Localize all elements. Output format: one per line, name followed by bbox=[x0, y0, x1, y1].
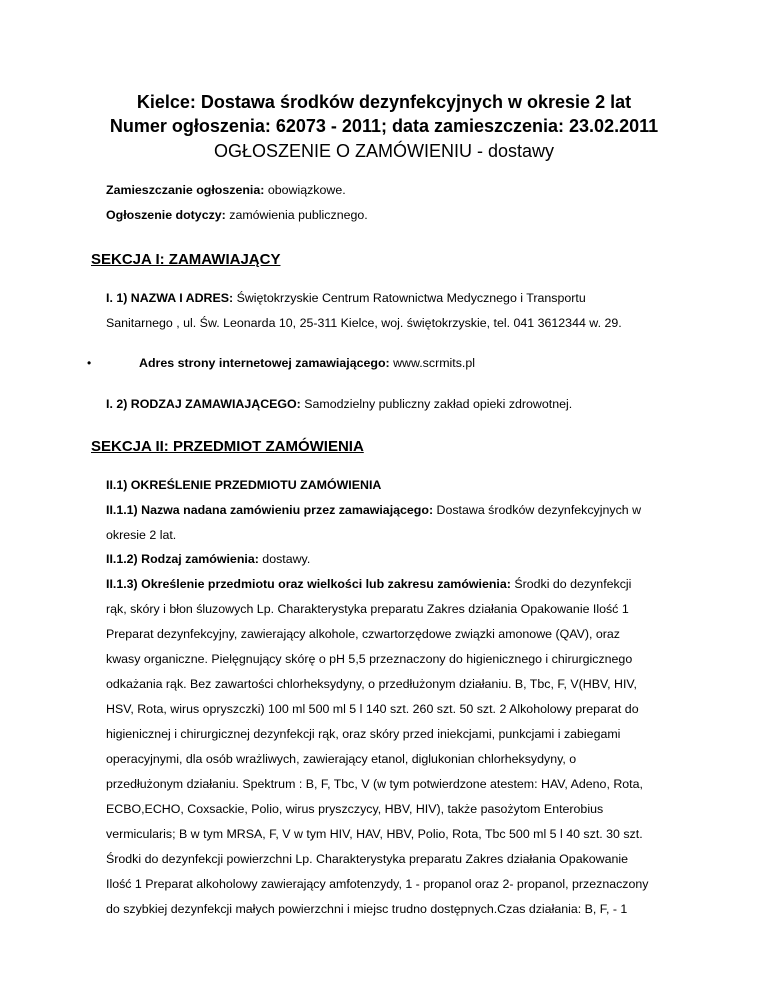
concerns-value: zamówienia publicznego. bbox=[225, 208, 368, 222]
buyer-type-value: Samodzielny publiczny zakład opieki zdrowotnej. bbox=[300, 397, 573, 411]
website-value: www.scrmits.pl bbox=[389, 356, 476, 370]
website-label: Adres strony internetowej zamawiającego: bbox=[139, 356, 390, 370]
placement-value: obowiązkowe. bbox=[264, 183, 346, 197]
scope-line: Preparat dezynfekcyjny, zawierający alkohole, czwartorzędowe związki amonowe (QAV), oraz bbox=[106, 627, 620, 641]
bullet-icon: • bbox=[87, 356, 92, 370]
order-name-line bbox=[106, 502, 641, 518]
name-address-value: Świętokrzyskie Centrum Ratownictwa Medycznego i Transportu bbox=[233, 291, 586, 305]
scope-line: higienicznej i chirurgicznej dezynfekcji rąk, oraz skóry przed iniekcjami, punkcjami i zabiegami bbox=[106, 727, 621, 741]
order-scope-line bbox=[106, 576, 631, 592]
announcement-type: OGŁOSZENIE O ZAMÓWIENIU - dostawy bbox=[213, 141, 555, 161]
scope-line: kwasy organiczne. Pielęgnujący skórę o pH 5,5 przeznaczony do higienicznego i chirurgicznego bbox=[106, 652, 633, 666]
scope-line: odkażania rąk. Bez zawartości chlorheksydyny, o przedłużonym działaniu. B, Tbc, F, V(HBV, HIV, bbox=[106, 677, 637, 691]
scope-line: ECBO,ECHO, Coxsackie, Polio, wirus pryszczycy, HBV, HIV), także pasożytom Enterobius bbox=[106, 802, 604, 816]
subject-subheading bbox=[106, 477, 381, 493]
order-name-label: II.1.1) Nazwa nadana zamówieniu przez zamawiającego: bbox=[106, 503, 434, 517]
name-address-line bbox=[106, 290, 586, 306]
address-line: Sanitarnego , ul. Św. Leonarda 10, 25-311 Kielce, woj. świętokrzyskie, tel. 041 3612344 w. 29. bbox=[106, 316, 622, 330]
order-kind-label: II.1.2) Rodzaj zamówienia: bbox=[106, 552, 259, 566]
concerns-label: Ogłoszenie dotyczy: bbox=[106, 208, 226, 222]
scope-line: Ilość 1 Preparat alkoholowy zawierający amfotenzydy, 1 - propanol oraz 2- propanol, przeznaczony bbox=[106, 877, 649, 891]
order-name-value: Dostawa środków dezynfekcyjnych w bbox=[433, 503, 642, 517]
document-title: Kielce: Dostawa środków dezynfekcyjnych w okresie 2 lat bbox=[136, 92, 632, 112]
scope-line: rąk, skóry i błon śluzowych Lp. Charakterystyka preparatu Zakres działania Opakowanie Ilość 1 bbox=[106, 602, 629, 616]
order-kind-line bbox=[106, 551, 310, 567]
subject-subheading-text: II.1) OKREŚLENIE PRZEDMIOTU ZAMÓWIENIA bbox=[106, 478, 382, 492]
scope-line: HSV, Rota, wirus opryszczki) 100 ml 500 ml 5 l 140 szt. 260 szt. 50 szt. 2 Alkoholowy preparat do bbox=[106, 702, 639, 716]
section1-heading: SEKCJA I: ZAMAWIAJĄCY bbox=[91, 251, 281, 268]
scope-line: vermicularis; B w tym MRSA, F, V w tym HIV, HAV, HBV, Polio, Rota, Tbc 500 ml 5 l 40 szt. 30 szt. bbox=[106, 827, 643, 841]
scope-line: przedłużonym działaniu. Spektrum : B, F, Tbc, V (w tym potwierdzone atestem: HAV, Adeno, Rota, bbox=[106, 777, 643, 791]
order-scope-value: Środki do dezynfekcji bbox=[510, 577, 632, 591]
placement-label: Zamieszczanie ogłoszenia: bbox=[106, 183, 265, 197]
concerns-line bbox=[106, 207, 368, 223]
scope-paragraph bbox=[106, 597, 686, 922]
section2-heading: SEKCJA II: PRZEDMIOT ZAMÓWIENIA bbox=[91, 438, 364, 455]
name-address-label: I. 1) NAZWA I ADRES: bbox=[106, 291, 234, 305]
order-kind-value: dostawy. bbox=[258, 552, 311, 566]
placement-line bbox=[106, 182, 346, 198]
scope-line: do szybkiej dezynfekcji małych powierzchni i miejsc trudno dostępnych.Czas działania: B, F, - 1 bbox=[106, 902, 628, 916]
order-name-cont: okresie 2 lat. bbox=[106, 528, 177, 542]
buyer-type-label: I. 2) RODZAJ ZAMAWIAJĄCEGO: bbox=[106, 397, 301, 411]
website-line bbox=[139, 355, 475, 371]
order-scope-label: II.1.3) Określenie przedmiotu oraz wielkości lub zakresu zamówienia: bbox=[106, 577, 511, 591]
buyer-type-line bbox=[106, 396, 572, 412]
scope-line: Środki do dezynfekcji powierzchni Lp. Charakterystyka preparatu Zakres działania Opakowanie bbox=[106, 852, 629, 866]
scope-line: operacyjnymi, dla osób wrażliwych, zawierający etanol, diglukonian chlorheksydyny, o bbox=[106, 752, 577, 766]
announcement-number: Numer ogłoszenia: 62073 - 2011; data zamieszczenia: 23.02.2011 bbox=[109, 116, 659, 136]
